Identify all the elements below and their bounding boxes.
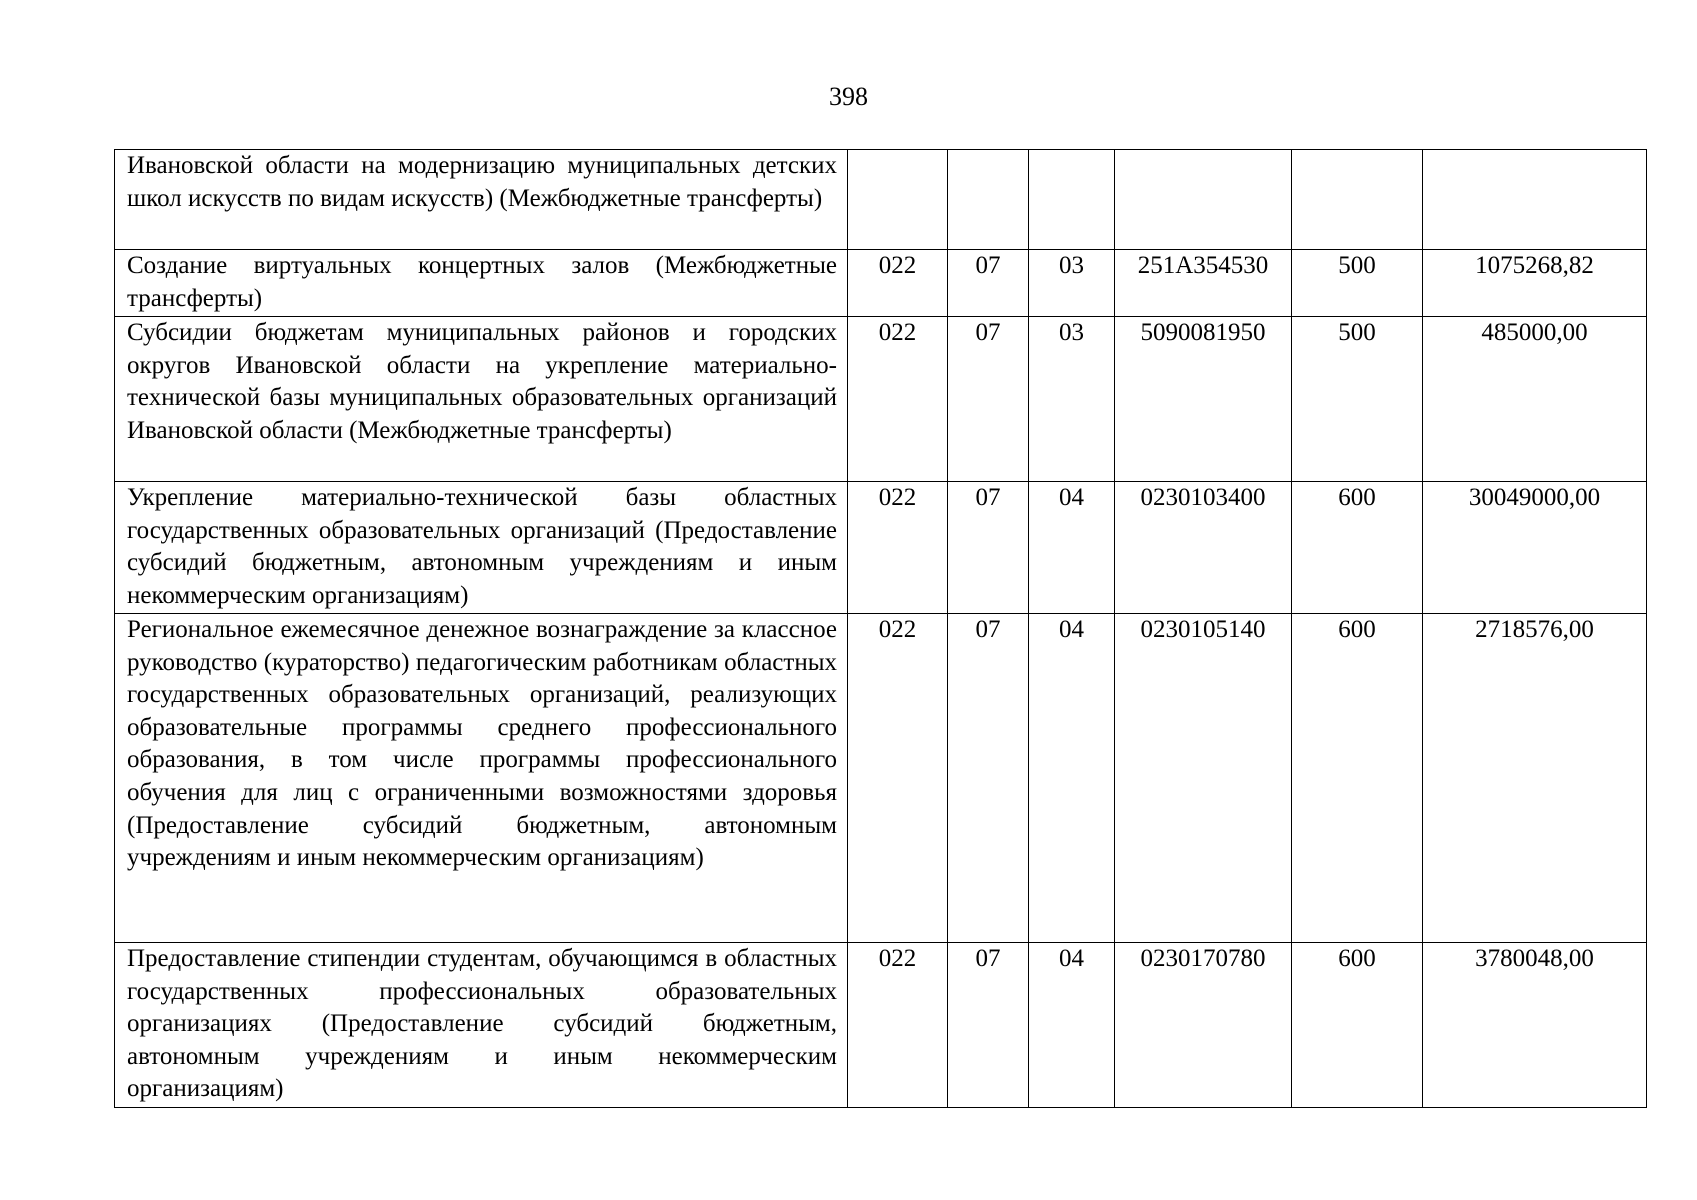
expense-type-code: 500 xyxy=(1292,317,1423,482)
section-code: 07 xyxy=(948,614,1029,943)
subsection-code: 03 xyxy=(1029,250,1115,317)
subsection-code xyxy=(1029,150,1115,250)
amount: 30049000,00 xyxy=(1423,482,1647,614)
target-article-code: 0230170780 xyxy=(1115,943,1292,1108)
target-article-code: 5090081950 xyxy=(1115,317,1292,482)
target-article-code: 0230103400 xyxy=(1115,482,1292,614)
row-description: Предоставление стипендии студентам, обучающимся в областных государственных профессиональных образовательных организациях (Предоставление субсидий бюджетным, автономным учреждениям и иным некоммерческим организациям) xyxy=(115,943,848,1108)
table-row xyxy=(115,614,1647,943)
row-description: Ивановской области на модернизацию муниципальных детских школ искусств по видам искусств) (Межбюджетные трансферты) xyxy=(115,150,848,250)
table-row xyxy=(115,943,1647,1108)
grbs-code: 022 xyxy=(848,614,948,943)
section-code: 07 xyxy=(948,317,1029,482)
table-row xyxy=(115,150,1647,250)
expense-type-code xyxy=(1292,150,1423,250)
table-row xyxy=(115,317,1647,482)
table-row xyxy=(115,482,1647,614)
target-article-code: 0230105140 xyxy=(1115,614,1292,943)
subsection-code: 04 xyxy=(1029,614,1115,943)
row-description: Субсидии бюджетам муниципальных районов и городских округов Ивановской области на укрепление материально-технической базы муниципальных образовательных организаций Ивановской области (Межбюджетные трансферты) xyxy=(115,317,848,482)
amount: 485000,00 xyxy=(1423,317,1647,482)
expense-type-code: 600 xyxy=(1292,482,1423,614)
section-code: 07 xyxy=(948,250,1029,317)
grbs-code: 022 xyxy=(848,250,948,317)
amount: 2718576,00 xyxy=(1423,614,1647,943)
amount: 1075268,82 xyxy=(1423,250,1647,317)
section-code: 07 xyxy=(948,482,1029,614)
row-description: Создание виртуальных концертных залов (Межбюджетные трансферты) xyxy=(115,250,848,317)
budget-table xyxy=(114,149,1647,1108)
grbs-code: 022 xyxy=(848,317,948,482)
section-code: 07 xyxy=(948,943,1029,1108)
expense-type-code: 600 xyxy=(1292,943,1423,1108)
grbs-code xyxy=(848,150,948,250)
amount: 3780048,00 xyxy=(1423,943,1647,1108)
subsection-code: 03 xyxy=(1029,317,1115,482)
subsection-code: 04 xyxy=(1029,943,1115,1108)
table-row xyxy=(115,250,1647,317)
page-number: 398 xyxy=(829,82,868,111)
row-description: Региональное ежемесячное денежное вознаграждение за классное руководство (кураторство) педагогическим работникам областных государственных образовательных организаций, реализующих образовательные программы среднего профессионального образования, в том числе программы профессионального обучения для лиц с ограниченными возможностями здоровья (Предоставление субсидий бюджетным, автономным учреждениям и иным некоммерческим организациям) xyxy=(115,614,848,943)
expense-type-code: 600 xyxy=(1292,614,1423,943)
expense-type-code: 500 xyxy=(1292,250,1423,317)
grbs-code: 022 xyxy=(848,482,948,614)
subsection-code: 04 xyxy=(1029,482,1115,614)
row-description: Укрепление материально-технической базы областных государственных образовательных организаций (Предоставление субсидий бюджетным, автономным учреждениям и иным некоммерческим организациям) xyxy=(115,482,848,614)
target-article-code xyxy=(1115,150,1292,250)
amount xyxy=(1423,150,1647,250)
section-code xyxy=(948,150,1029,250)
grbs-code: 022 xyxy=(848,943,948,1108)
target-article-code: 251A354530 xyxy=(1115,250,1292,317)
